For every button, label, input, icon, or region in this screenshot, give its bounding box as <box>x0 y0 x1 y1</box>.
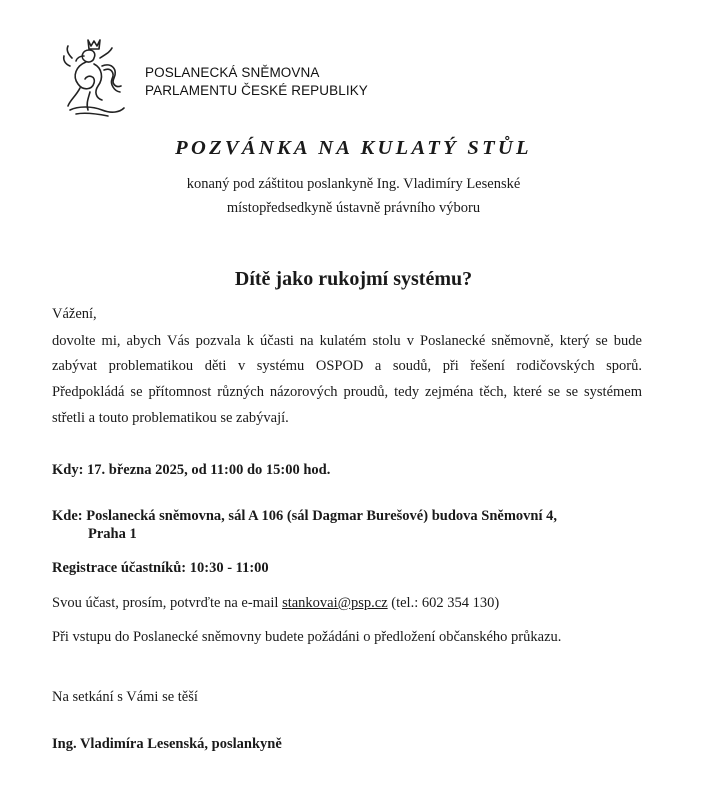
chamber-emblem-logo <box>58 36 130 118</box>
paragraph-line1: dovolte mi, abych Vás pozvala k účasti na kulatém stolu v Poslanecké sněmovně, který se bude <box>52 333 642 349</box>
rsvp-line <box>52 595 499 612</box>
rsvp-email-link[interactable]: stankovai@psp.cz <box>282 595 388 611</box>
subtitle-line1: konaný pod záštitou poslankyně Ing. Vladimíry Lesenské <box>186 176 521 192</box>
institution-name-line1: POSLANECKÁ SNĚMOVNA <box>145 65 320 80</box>
event-where-line2: Praha 1 <box>88 526 137 542</box>
rsvp-prefix: Svou účast, prosím, potvrďte na e-mail <box>52 595 283 611</box>
signature: Ing. Vladimíra Lesenská, poslankyně <box>52 736 282 752</box>
id-card-note: Při vstupu do Poslanecké sněmovny budete požádáni o předložení občanského průkazu. <box>52 629 562 645</box>
institution-name-line2: PARLAMENTU ČESKÉ REPUBLIKY <box>145 83 368 98</box>
rsvp-suffix: (tel.: 602 354 130) <box>387 595 500 611</box>
paragraph-line4: střetli a touto problematikou se zabývají. <box>52 410 289 426</box>
closing-line: Na setkání s Vámi se těší <box>52 689 198 705</box>
registration-time: Registrace účastníků: 10:30 - 11:00 <box>52 560 269 576</box>
paragraph-line2: zabývat problematikou děti v systému OSPOD a soudů, při řešení rodičovských sporů. <box>52 358 642 374</box>
event-where-line1: Kde: Poslanecká sněmovna, sál A 106 (sál Dagmar Burešové) budova Sněmovní 4, <box>52 508 557 524</box>
subtitle-line2: místopředsedkyně ústavně právního výboru <box>226 200 481 216</box>
paragraph-line3: Předpokládá se přítomnost různých názorových proudů, tedy zejména těch, které se se systémem <box>52 384 642 400</box>
document-title: POZVÁNKA NA KULATÝ STŮL <box>175 137 532 159</box>
event-when: Kdy: 17. března 2025, od 11:00 do 15:00 hod. <box>52 462 331 478</box>
topic-heading: Dítě jako rukojmí systému? <box>234 268 473 290</box>
greeting: Vážení, <box>52 306 97 322</box>
